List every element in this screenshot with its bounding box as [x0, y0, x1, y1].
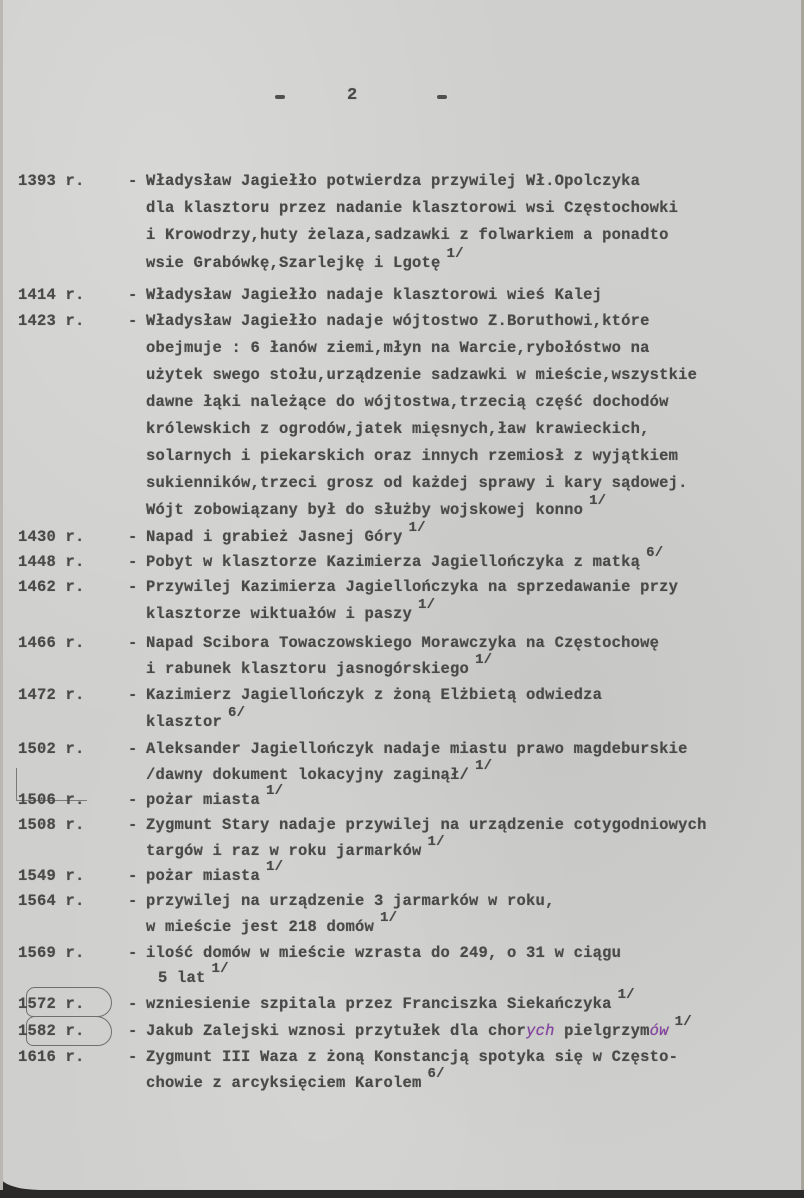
entry-text-last [146, 987, 635, 1013]
entry-text-last [146, 1066, 445, 1092]
entry-text-last [146, 597, 436, 623]
entry-text: Przywilej Kazimierza Jagiellończyka na sprzedawanie przy [146, 578, 679, 596]
entry-year: 1430 r. [18, 528, 85, 546]
page-number: 2 [347, 86, 358, 105]
footnote-ref: 1/ [380, 910, 398, 926]
entry-dash: - [128, 312, 138, 330]
entry-text: przywilej na urządzenie 3 jarmarków w roku, [146, 892, 555, 910]
entry-year: 1502 r. [18, 740, 85, 758]
entry-text: królewskich z ogrodów,jatek mięsnych,ław krawieckich, [146, 420, 650, 438]
entry-text: Zygmunt Stary nadaje przywilej na urządzenie cotygodniowych [146, 816, 707, 834]
footnote-ref: 1/ [617, 987, 635, 1003]
entry-text: dawne łąki należące do wójtostwa,trzecią część dochodów [146, 393, 669, 411]
entry-dash: - [128, 634, 138, 652]
entry-text: Władysław Jagiełło nadaje klasztorowi wieś Kalej [146, 286, 603, 304]
entry-text: klasztorze wiktuałów i paszy [146, 605, 413, 623]
footnote-ref: 1/ [446, 246, 464, 262]
entry-dash: - [128, 791, 138, 809]
entry-dash: - [128, 740, 138, 758]
entry-text: solarnych i piekarskich oraz innych rzemiosł z wyjątkiem [146, 447, 679, 465]
footnote-ref: 6/ [646, 545, 664, 561]
entry-text: targów i raz w roku jarmarków [146, 842, 422, 860]
entry-text-last [146, 834, 445, 860]
entry-year: 1393 r. [18, 172, 85, 190]
entry-dash: - [128, 578, 138, 596]
header-dash-right [437, 95, 447, 99]
footnote-ref: 1/ [674, 1014, 692, 1030]
entry-text-last [146, 1014, 692, 1040]
entry-text: Aleksander Jagiellończyk nadaje miastu prawo magdeburskie [146, 740, 688, 758]
entry-text: wzniesienie szpitala przez Franciszka Siekańczyka [146, 995, 612, 1013]
footnote-ref: 1/ [589, 493, 607, 509]
entry-text: obejmuje : 6 łanów ziemi,młyn na Warcie,rybołóstwo na [146, 339, 650, 357]
footnote-ref: 6/ [427, 1066, 445, 1082]
entry-year: 1462 r. [18, 578, 85, 596]
footnote-ref: 1/ [475, 758, 493, 774]
entry-text-last [146, 859, 284, 885]
entry-text-last [146, 493, 607, 519]
entry-text: /dawny dokument lokacyjny zaginął/ [146, 766, 470, 784]
entry-text: Władysław Jagiełło nadaje wójtostwo Z.Boruthowi,które [146, 312, 650, 330]
footnote-ref: 1/ [266, 783, 284, 799]
entry-text: chowie z arcyksięciem Karolem [146, 1074, 422, 1092]
entry-year: 1448 r. [18, 553, 85, 571]
footnote-ref: 1/ [475, 652, 493, 668]
entry-year: 1616 r. [18, 1048, 85, 1066]
entry-dash: - [128, 892, 138, 910]
entry-dash: - [128, 867, 138, 885]
entry-text: klasztor [146, 713, 223, 731]
page-edge-left [0, 0, 3, 1190]
entry-text: ilość domów w mieście wzrasta do 249, o 31 w ciągu [146, 944, 622, 962]
entry-text: Zygmunt III Waza z żoną Konstancją spotyka się w Często- [146, 1048, 679, 1066]
entry-year: 1549 r. [18, 867, 85, 885]
footnote-ref: 6/ [228, 705, 246, 721]
entry-text: użytek swego stołu,urządzenie sadzawki w mieście,wszystkie [146, 366, 698, 384]
entry-year: 1564 r. [18, 892, 85, 910]
entry-text: i rabunek klasztoru jasnogórskiego [146, 660, 470, 678]
handwritten-correction: ych [526, 1022, 555, 1040]
entry-text: sukienników,trzeci grosz od każdej sprawy i kary sądowej. [146, 474, 688, 492]
entry-year: 1506 r. [18, 791, 85, 809]
footnote-ref: 1/ [418, 597, 436, 613]
entry-dash: - [128, 286, 138, 304]
entry-text: Wójt zobowiązany był do służby wojskowej konno [146, 501, 584, 519]
entry-text: dla klasztoru przez nadanie klasztorowi wsi Częstochowki [146, 199, 679, 217]
entry-year: 1572 r. [18, 995, 85, 1013]
entry-text: pożar miasta [146, 867, 261, 885]
entry-text: wsie Grabówkę,Szarlejkę i Lgotę [146, 254, 441, 272]
entry-dash: - [128, 528, 138, 546]
entry-year: 1508 r. [18, 816, 85, 834]
entry-text-last [158, 961, 229, 987]
entry-text: i Krowodrzy,huty żelaza,sadzawki z folwarkiem a ponadto [146, 226, 669, 244]
entry-dash: - [128, 816, 138, 834]
entry-text: w mieście jest 218 domów [146, 918, 375, 936]
entry-text: Władysław Jagiełło potwierdza przywilej Wł.Opolczyka [146, 172, 641, 190]
entry-dash: - [128, 1048, 138, 1066]
entry-text-last [146, 783, 284, 809]
page-header [0, 86, 804, 110]
entry-year: 1582 r. [18, 1022, 85, 1040]
entry-text: pielgrzym [554, 1022, 650, 1040]
entry-text-last [146, 758, 493, 784]
entry-text: Pobyt w klasztorze Kazimierza Jagiellończyka z matką [146, 553, 641, 571]
entry-text: Jakub Zalejski wznosi przytułek dla chor [146, 1022, 527, 1040]
handwritten-correction: ów [649, 1022, 669, 1040]
entry-text-last [146, 520, 426, 546]
entry-text-last [146, 705, 246, 731]
entry-text-last [146, 910, 398, 936]
entry-text: Kazimierz Jagiellończyk z żoną Elżbietą odwiedza [146, 686, 603, 704]
entry-text-last [146, 652, 493, 678]
footnote-ref: 1/ [266, 859, 284, 875]
entry-dash: - [128, 172, 138, 190]
footnote-ref: 1/ [211, 961, 229, 977]
entry-dash: - [128, 995, 138, 1013]
entry-dash: - [128, 1022, 138, 1040]
entry-text-last [146, 545, 664, 571]
entry-dash: - [128, 686, 138, 704]
entry-text: 5 lat [158, 969, 206, 987]
footnote-ref: 1/ [427, 834, 445, 850]
footnote-ref: 1/ [408, 520, 426, 536]
entry-dash: - [128, 944, 138, 962]
entry-year: 1466 r. [18, 634, 85, 652]
header-dash-left [275, 95, 285, 99]
entry-text: Napad i grabież Jasnej Góry [146, 528, 403, 546]
entry-year: 1472 r. [18, 686, 85, 704]
entry-year: 1423 r. [18, 312, 85, 330]
entry-text: pożar miasta [146, 791, 261, 809]
entry-year: 1569 r. [18, 944, 85, 962]
entry-year: 1414 r. [18, 286, 85, 304]
entry-dash: - [128, 553, 138, 571]
entry-text: Napad Scibora Towaczowskiego Morawczyka na Częstochowę [146, 634, 660, 652]
entry-text-last [146, 246, 464, 272]
